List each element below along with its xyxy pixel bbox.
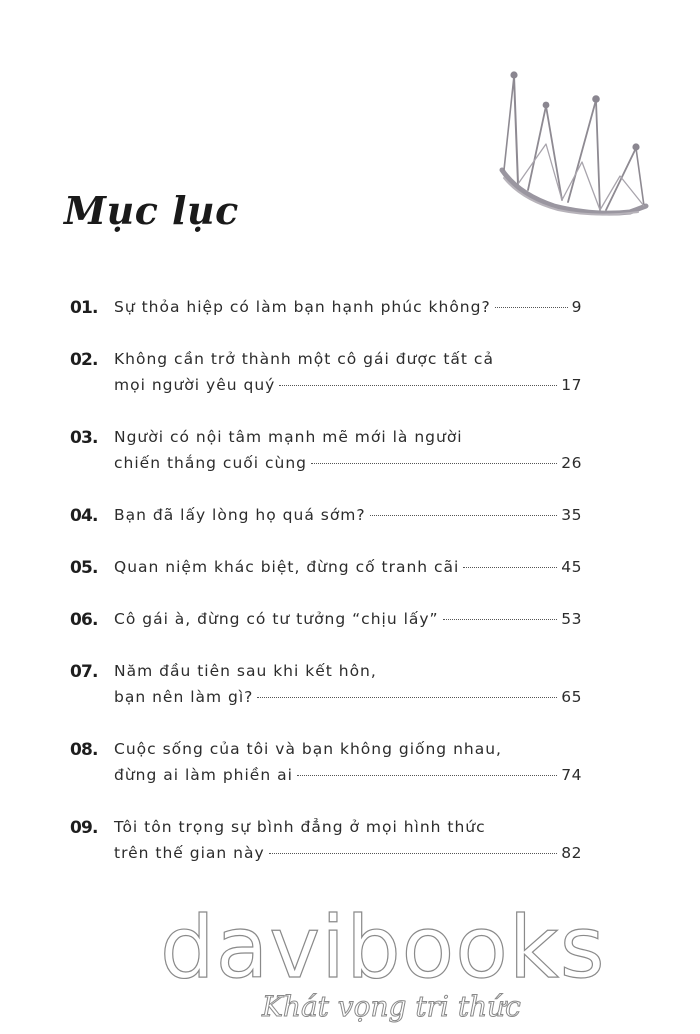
toc-entry-page-number: 45 [561,558,582,576]
toc-entry-title: Sự thỏa hiệp có làm bạn hạnh phúc không? [114,298,491,316]
toc-entry [70,740,582,792]
toc-entry [70,662,582,714]
toc-entry-number: 09. [70,818,98,838]
toc-entry-number: 02. [70,350,98,370]
dot-leader [495,307,568,308]
toc-entry-title: Không cần trở thành một cô gái được tất cả [114,350,494,368]
toc-entry-number: 06. [70,610,98,630]
toc-entry [70,428,582,480]
toc-entry-title: Bạn đã lấy lòng họ quá sớm? [114,506,366,524]
toc-entry-page-number: 53 [561,610,582,628]
toc-entry-title: Người có nội tâm mạnh mẽ mới là người [114,428,463,446]
toc-entry-number: 01. [70,298,98,318]
dot-leader [443,619,558,620]
toc-entry-number: 05. [70,558,98,578]
toc-entry-page-number: 82 [561,844,582,862]
toc-entry-number: 08. [70,740,98,760]
crown-icon [498,66,650,226]
toc-entry-page-number: 65 [561,688,582,706]
toc-entry [70,298,582,324]
dot-leader [297,775,557,776]
dot-leader [311,463,557,464]
toc-entry-page-number: 74 [561,766,582,784]
toc-entry-number: 04. [70,506,98,526]
toc-entry-title: chiến thắng cuối cùng [114,454,307,472]
page-title: Mục lục [64,188,239,233]
toc-entry-page-number: 9 [571,298,582,316]
toc-entry-title: mọi người yêu quý [114,376,276,394]
toc-entry [70,506,582,532]
toc-entry-page-number: 17 [561,376,582,394]
toc-entry-title: Cuộc sống của tôi và bạn không giống nhau, [114,740,502,758]
toc-entry-title: đừng ai làm phiền ai [114,766,293,784]
toc-entry [70,558,582,584]
toc-entry-title: Cô gái à, đừng có tư tưởng “chịu lấy” [114,610,439,628]
toc-entry-number: 07. [70,662,98,682]
toc-entry-title: Năm đầu tiên sau khi kết hôn, [114,662,377,680]
table-of-contents [70,298,582,896]
toc-entry-number: 03. [70,428,98,448]
toc-entry [70,350,582,402]
watermark-logo-text: davibooks [160,898,606,998]
toc-entry-page-number: 35 [561,506,582,524]
watermark-tagline: Khát vọng tri thức [262,990,521,1023]
toc-entry-title: trên thế gian này [114,844,265,862]
toc-entry-title: Tôi tôn trọng sự bình đẳng ở mọi hình thức [114,818,486,836]
toc-entry-title: bạn nên làm gì? [114,688,254,706]
dot-leader [279,385,557,386]
dot-leader [370,515,558,516]
toc-entry [70,818,582,870]
dot-leader [257,697,557,698]
toc-entry-page-number: 26 [561,454,582,472]
toc-entry-title: Quan niệm khác biệt, đừng cố tranh cãi [114,558,460,576]
dot-leader [269,853,558,854]
dot-leader [463,567,557,568]
toc-entry [70,610,582,636]
